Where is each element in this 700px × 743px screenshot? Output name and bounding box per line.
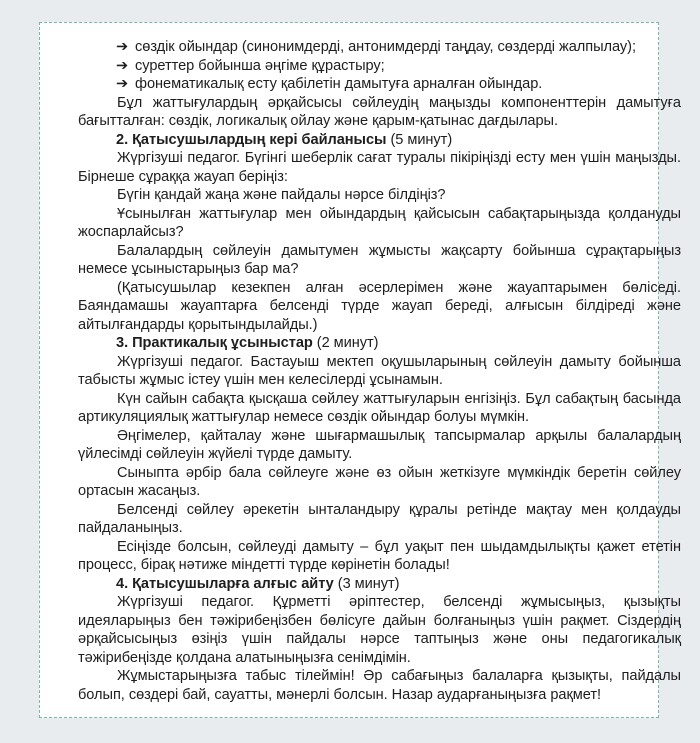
bullet-text: суреттер бойынша әңгіме құрастыру; — [135, 57, 385, 74]
paragraph: Есіңізде болсын, сөйлеуді дамыту – бұл уақыт пен шыдамдылықты қажет ететін процесс, бірақ нәтиже міндетті түрде көрінетін болады! — [78, 538, 681, 573]
arrow-icon: ➔ — [116, 57, 129, 74]
document-body — [78, 38, 681, 704]
paragraph: Жүргізуші педагог. Бастауыш мектеп оқушыларының сөйлеуін дамыту бойынша табысты жұмыс істеу үшін мен келесілерді ұсынамын. — [78, 353, 681, 388]
paragraph: Ұсынылған жаттығулар мен ойындардың қайсысын сабақтарыңызда қолдануды жоспарлайсыз? — [78, 205, 681, 240]
section-title: 2. Қатысушылардың кері байланысы — [116, 131, 387, 148]
page-frame — [39, 22, 681, 718]
paragraph: Белсенді сөйлеу әрекетін ынталандыру құралы ретінде мақтау мен қолдауды пайдаланыңыз. — [78, 501, 681, 536]
paragraph: (Қатысушылар кезекпен алған әсерлерімен және жауаптарымен бөліседі. Баяндамашы жауаптарға белсенді түрде жауап береді, алғысын білдіреді және айтылғандарды қорытындылайды.) — [78, 279, 681, 333]
paragraph: Әңгімелер, қайталау және шығармашылық тапсырмалар арқылы балалардың үйлесімді сөйлеуін жүйелі түрде дамыту. — [78, 427, 681, 462]
section-heading — [78, 334, 681, 353]
paragraph: Сыныпта әрбір бала сөйлеуге және өз ойын жеткізуге мүмкіндік беретін сөйлеу ортасын жасаңыз. — [78, 464, 681, 499]
section-time: (2 минут) — [312, 335, 379, 351]
section-heading — [78, 131, 681, 150]
paragraph: Бүгін қандай жаңа және пайдалы нәрсе білдіңіз? — [117, 187, 446, 203]
arrow-icon: ➔ — [116, 76, 129, 92]
paragraph: Жүргізуші педагог. Бүгінгі шеберлік сағат туралы пікіріңізді есту мен үшін маңызды. Бірнеше сұраққа жауап беріңіз: — [78, 150, 681, 185]
bullet-text: фонематикалық есту қабілетін дамытуға арналған ойындар. — [135, 76, 543, 92]
summary-paragraph: Бұл жаттығулардың әрқайсысы сөйлеудің маңызды компоненттерін дамытуға бағытталған: сөздік, логикалық ойлау және қарым-қатынас дағдылары. — [78, 94, 681, 129]
section-title: 3. Практикалық ұсыныстар — [116, 335, 313, 351]
section-time: (3 минут) — [333, 575, 400, 592]
paragraph: Балалардың сөйлеуін дамытумен жұмысты жақсарту бойынша сұрақтарыңыз немесе ұсыныстарыңыз бар ма? — [78, 242, 681, 277]
bullet-item — [78, 38, 681, 57]
bullet-item — [78, 57, 681, 76]
bullet-text: сөздік ойындар (синонимдерді, антонимдерді таңдау, сөздерді жалпылау); — [135, 39, 636, 55]
section-heading — [78, 575, 681, 594]
section-time: (5 минут) — [386, 131, 453, 148]
bullet-item — [78, 75, 681, 94]
section-title: 4. Қатысушыларға алғыс айту — [116, 575, 334, 592]
paragraph: Күн сайын сабақта қысқаша сөйлеу жаттығуларын енгізіңіз. Бұл сабақтың басында артикуляциялық жаттығулар немесе сөздік ойындар болуы мүмкін. — [78, 390, 681, 425]
paragraph: Жұмыстарыңызға табыс тілеймін! Әр сабағыңыз балаларға қызықты, пайдалы болып, сөздері бай, сауатты, мәнерлі болсын. Назар аударғаныңызға рақмет! — [78, 668, 681, 703]
arrow-icon: ➔ — [116, 39, 129, 55]
paragraph: Жүргізуші педагог. Құрметті әріптестер, белсенді жұмысыңыз, қызықты идеяларыңыз бен тәжірибеңізбен бөлісуге дайын болғаныңыз үшін рақмет. Сіздердің әрқайсысыңыз өзіңіз үшін пайдалы нәрсе таптыңыз және оны педагогикалық тәжірибеңізде қолдана алатыныңызға сенімдімін. — [78, 594, 681, 666]
